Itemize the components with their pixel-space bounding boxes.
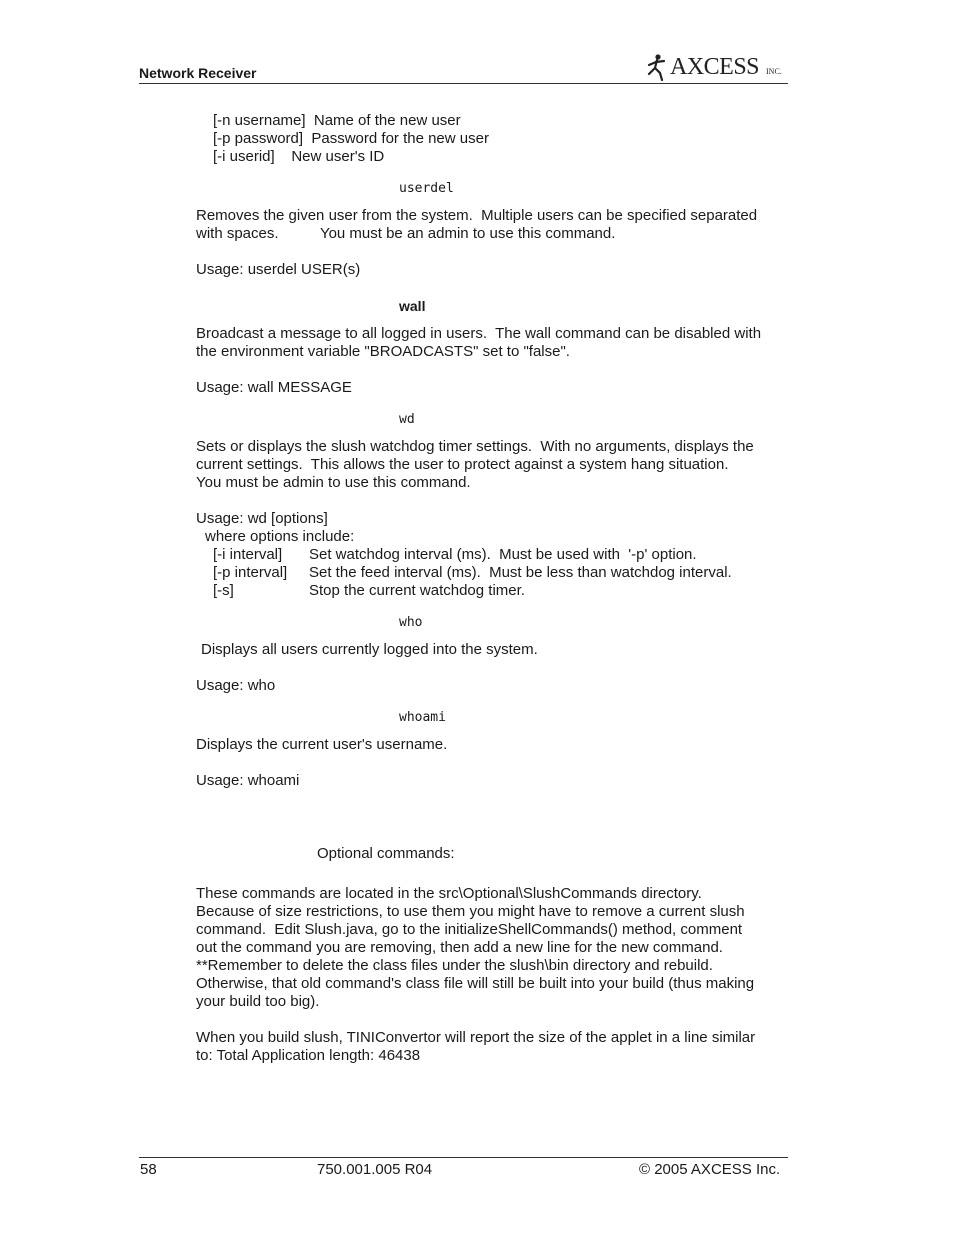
copyright-notice: © 2005 AXCESS Inc. [639,1161,781,1178]
axcess-logo [645,53,790,83]
wall-desc-line-2: the environment variable "BROADCASTS" set to "false". [196,343,570,360]
optional-para-line: **Remember to delete the class files under the slush\bin directory and rebuild. [196,957,713,974]
userdel-heading: userdel [399,181,454,196]
header-rule [139,83,788,84]
whoami-usage: Usage: whoami [196,772,300,789]
wall-usage: Usage: wall MESSAGE [196,379,352,396]
wd-option-desc: Stop the current watchdog timer. [309,582,525,599]
header-section-title: Network Receiver [139,65,257,81]
who-desc: Displays all users currently logged into the system. [201,641,538,658]
document-number: 750.001.005 R04 [317,1161,433,1178]
build-size-para-line: When you build slush, TINIConvertor will report the size of the applet in a line similar [196,1029,756,1046]
logo-inc: INC. [766,67,782,76]
who-heading: who [399,615,423,630]
page-number: 58 [140,1161,157,1178]
footer-rule [139,1157,788,1158]
runner-logo-icon [645,53,669,81]
userdel-desc-line-1: Removes the given user from the system. Multiple users can be specified separated [196,207,758,224]
who-usage: Usage: who [196,677,276,694]
useradd-option-userid: [-i userid] New user's ID [213,148,385,165]
userdel-desc-line-2: with spaces. You must be an admin to use this command. [196,225,616,242]
optional-commands-heading: Optional commands: [317,845,455,862]
wd-option-desc: Set watchdog interval (ms). Must be used with '-p' option. [309,546,697,563]
wd-usage: Usage: wd [options] [196,510,328,527]
wd-option-desc: Set the feed interval (ms). Must be less than watchdog interval. [309,564,732,581]
whoami-heading: whoami [399,710,446,725]
wd-option-flag: [-i interval] [213,546,283,563]
optional-para-line: Because of size restrictions, to use them you might have to remove a current slush [196,903,745,920]
useradd-option-password: [-p password] Password for the new user [213,130,489,147]
wd-desc-line-1: Sets or displays the slush watchdog timer settings. With no arguments, displays the [196,438,754,455]
wd-desc-line-3: You must be admin to use this command. [196,474,471,491]
optional-para-line: your build too big). [196,993,320,1010]
wd-option-flag: [-s] [213,582,234,599]
optional-para-line: command. Edit Slush.java, go to the initializeShellCommands() method, comment [196,921,743,938]
optional-para-line: Otherwise, that old command's class file will still be built into your build (thus making [196,975,755,992]
whoami-desc: Displays the current user's username. [196,736,448,753]
useradd-option-username: [-n username] Name of the new user [213,112,461,129]
optional-para-line: These commands are located in the src\Optional\SlushCommands directory. [196,885,702,902]
logo-wordmark: AXCESS [670,54,760,80]
wd-option-flag: [-p interval] [213,564,288,581]
wall-heading: wall [399,298,426,314]
optional-para-line: out the command you are removing, then add a new line for the new command. [196,939,723,956]
wd-heading: wd [399,412,415,427]
wd-options-intro: where options include: [205,528,355,545]
wall-desc-line-1: Broadcast a message to all logged in users. The wall command can be disabled with [196,325,762,342]
build-size-para-line: to: Total Application length: 46438 [196,1047,421,1064]
userdel-usage: Usage: userdel USER(s) [196,261,361,278]
wd-desc-line-2: current settings. This allows the user to protect against a system hang situation. [196,456,729,473]
